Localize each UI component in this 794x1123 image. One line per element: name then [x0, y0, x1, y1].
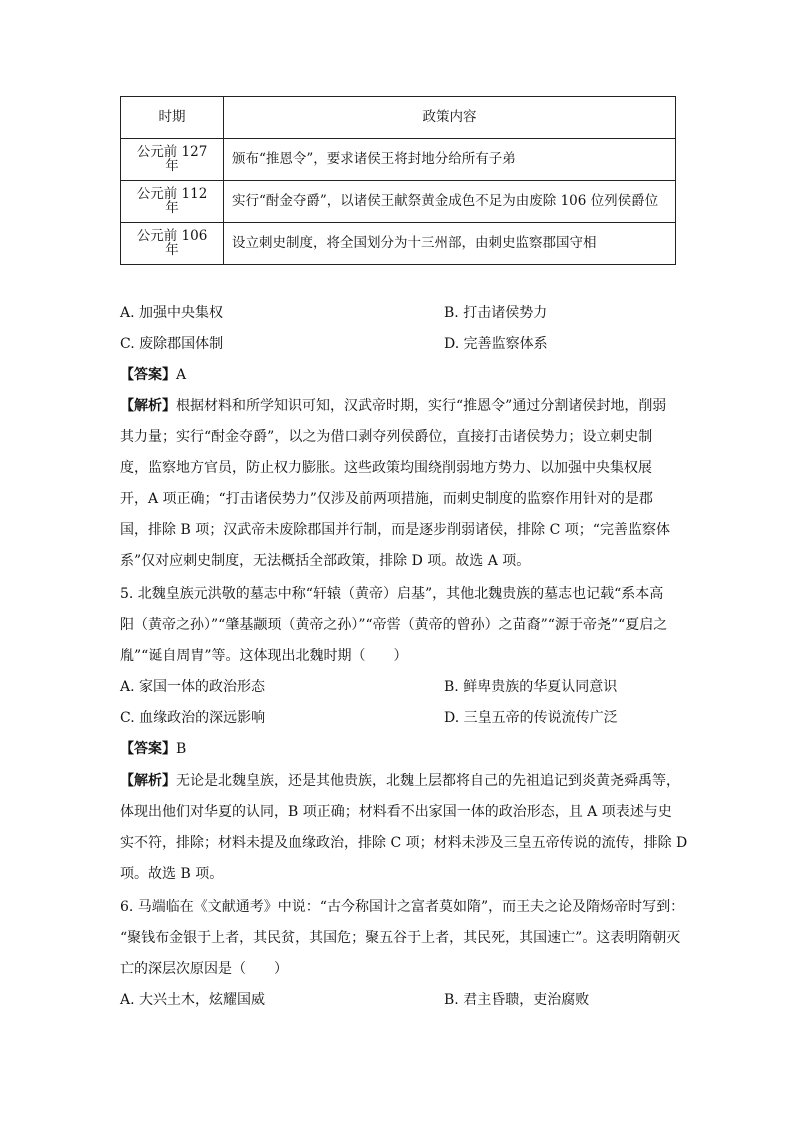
table-cell-period: 公元前 112 年 — [121, 181, 224, 223]
answer-label: 【答案】 — [120, 367, 176, 383]
table-header-row — [121, 97, 676, 139]
table-header-period: 时期 — [121, 97, 224, 139]
answer-value: A — [176, 367, 187, 383]
table-header-content: 政策内容 — [224, 97, 676, 139]
q5-option-a: A. 家国一体的政治形态 — [120, 679, 266, 695]
q4-analysis-line: 【解析】根据材料和所学知识可知，汉武帝时期，实行“推恩令”通过分割诸侯封地，削弱 — [120, 398, 667, 414]
q4-analysis-line: 其力量；实行“酎金夺爵”，以之为借口剥夺列侯爵位，直接打击诸侯势力；设立刺史制 — [120, 429, 653, 445]
q4-option-d: D. 完善监察体系 — [444, 336, 548, 352]
q4-answer — [120, 368, 186, 382]
table-cell-period: 公元前 106 年 — [121, 223, 224, 265]
q4-analysis-line: 国，排除 B 项；汉武帝未废除郡国并行制，而是逐步削弱诸侯，排除 C 项；“完善监察体 — [120, 522, 670, 538]
q4-option-a: A. 加强中央集权 — [120, 305, 224, 321]
q6-option-a: A. 大兴土木，炫耀国威 — [120, 992, 266, 1008]
q6-option-b: B. 君主昏聩，吏治腐败 — [444, 992, 590, 1008]
q5-analysis-line: 实不符，排除；材料未提及血缘政治，排除 C 项；材料未涉及三皇五帝传说的流传，排除 D — [120, 835, 688, 851]
q6-stem-line: 6. 马端临在《文献通考》中说：“古今称国计之富者莫如隋”，而王夫之论及隋炀帝时写到： — [120, 899, 685, 915]
table-cell-content: 颁布“推恩令”，要求诸侯王将封地分给所有子弟 — [224, 139, 676, 181]
q5-analysis-line: 项。故选 B 项。 — [120, 866, 224, 882]
policy-table — [120, 96, 676, 265]
q5-answer — [120, 742, 186, 756]
q4-option-b: B. 打击诸侯势力 — [444, 305, 548, 321]
analysis-label: 【解析】 — [120, 773, 176, 789]
table-cell-content: 实行“酎金夺爵”，以诸侯王献祭黄金成色不足为由废除 106 位列侯爵位 — [224, 181, 676, 223]
table-row — [121, 139, 676, 181]
q5-stem-line: 胤”“诞自周胄”等。这体现出北魏时期（ ） — [120, 648, 408, 664]
table-cell-content: 设立刺史制度，将全国划分为十三州部，由刺史监察郡国守相 — [224, 223, 676, 265]
analysis-label: 【解析】 — [120, 398, 176, 414]
answer-value: B — [176, 741, 187, 757]
q5-stem-line: 阳（黄帝之孙）”“肇基颛顼（黄帝之孙）”“帝喾（黄帝的曾孙）之苗裔”“源于帝尧”“夏启之 — [120, 617, 668, 633]
q6-stem-line: “聚钱布金银于上者，其民贫，其国危；聚五谷于上者，其民死，其国速亡”。这表明隋朝灭 — [120, 930, 681, 946]
q5-option-c: C. 血缘政治的深远影响 — [120, 710, 266, 726]
q6-stem-line: 亡的深层次原因是（ ） — [120, 961, 288, 977]
q5-option-b: B. 鲜卑贵族的华夏认同意识 — [444, 679, 618, 695]
q5-analysis-line: 体现出他们对华夏的认同，B 项正确；材料看不出家国一体的政治形态，且 A 项表述与史 — [120, 804, 672, 820]
table-row — [121, 181, 676, 223]
q4-analysis-line: 系”仅对应刺史制度，无法概括全部政策，排除 D 项。故选 A 项。 — [120, 553, 531, 569]
q4-option-c: C. 废除郡国体制 — [120, 336, 224, 352]
q4-analysis-line: 度，监察地方官员，防止权力膨胀。这些政策均围绕削弱地方势力、以加强中央集权展 — [120, 460, 652, 476]
answer-label: 【答案】 — [120, 741, 176, 757]
table-row — [121, 223, 676, 265]
q5-analysis-line: 【解析】无论是北魏皇族，还是其他贵族，北魏上层都将自己的先祖追记到炎黄尧舜禹等， — [120, 773, 680, 789]
q5-option-d: D. 三皇五帝的传说流传广泛 — [444, 710, 618, 726]
table-cell-period: 公元前 127 年 — [121, 139, 224, 181]
q4-analysis-line: 开，A 项正确；“打击诸侯势力”仅涉及前两项措施，而刺史制度的监察作用针对的是郡 — [120, 491, 653, 507]
q5-stem-line: 5. 北魏皇族元洪敬的墓志中称“轩辕（黄帝）启基”，其他北魏贵族的墓志也记载“系本高 — [120, 586, 664, 602]
